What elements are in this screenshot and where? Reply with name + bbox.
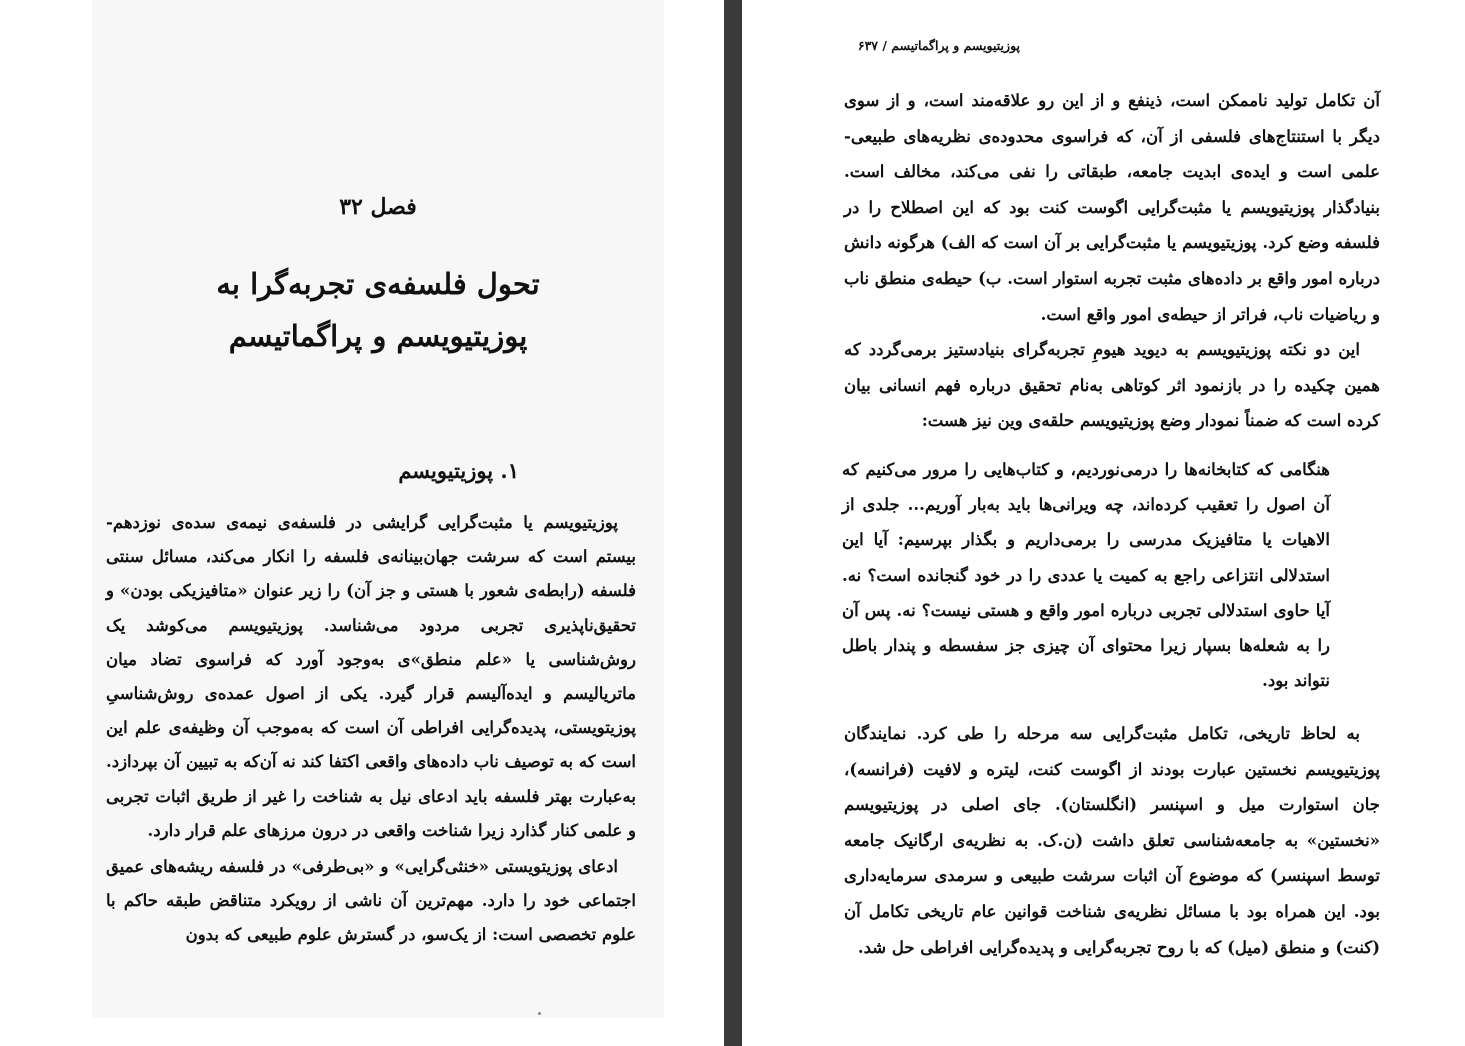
paragraph: به لحاظ تاریخی، تکامل مثبت‌گرایی سه مرحله را طی کرد. نمایندگان پوزیتیویسم نخستین عبارت بودند از اگوست کنت، لیتره و لافیت (فرانسه)، جان استوارت میل و اسپنسر (انگلستان). جای اصلی در پوزیتیویسم «نخستین» به جامعه‌شناسی تعلق داشت (ن.ک. به نظریه‌ی ارگانیک جامعه توسط اسپنسر) که موضوع آن اثبات سرشت طبیعی و سرمدی سرمایه‌داری بود. این همراه بود با مسائل نظریه‌ی شناخت قوانین عام تاریخی تکامل آن (کنت) و منطق (میل) که با روح تجربه‌گرایی و پدیده‌گرایی افراطی حل شد. bbox=[844, 724, 1380, 957]
paragraph bbox=[844, 332, 1380, 439]
paragraph: پوزیتیویسم یا مثبت‌گرایی گرایشی در فلسفه‌ی نیمه‌ی سده‌ی نوزدهم-بیستم است که سرشت جهان‌بینانه‌ی فلسفه را انکار می‌کند، مسائل سنتی فلسفه (رابطه‌ی شعور با هستی و جز آن) را زیر عنوان «متافیزیکی بودن» و تحقیق‌ناپذیری تجربی مردود می‌شناسد. پوزیتیویسم می‌کوشد یک روش‌شناسی یا «علم منطق»ی به‌وجود آورد که فراسوی تضاد میان ماتریالیسم و ایده‌آلیسم قرار گیرد. یکی از اصول عمده‌ی روش‌شناسیِ پوزیتویستی، پدیده‌گرایی افراطی آن است که به‌موجب آن وظیفه‌ی علم این است که به توصیف ناب داده‌های واقعی اکتفا کند نه آن‌که به تبیین آن بپردازد. به‌عبارت بهتر فلسفه باید ادعای نیل به شناخت را غیر از طریق اثبات تجربی و علمی کنار گذارد زیرا شناخت واقعی در درون مرزهای علم قرار دارد. bbox=[106, 513, 636, 840]
section-heading: ۱. پوزیتیویسم bbox=[398, 458, 519, 483]
paragraph-text: بیان کرده است که ضمناً نمودار وضع پوزیتیویسم حلقه‌ی وین نیز هست: bbox=[844, 375, 1380, 431]
running-head: پوزیتیویسم و پراگماتیسم / ۶۳۷ bbox=[857, 38, 1020, 53]
right-page-body bbox=[844, 83, 1380, 439]
book-title: تحقیق درباره فهم انسانی bbox=[878, 375, 1062, 395]
chapter-title-line-2: پوزیتیویسم و پراگماتیسم bbox=[228, 319, 528, 353]
chapter-title bbox=[92, 258, 664, 362]
right-page bbox=[790, 0, 1390, 1046]
print-speck bbox=[538, 1012, 541, 1015]
left-page-body bbox=[106, 506, 636, 953]
right-page-body-continued bbox=[844, 716, 1380, 965]
block-quote bbox=[842, 452, 1330, 698]
paragraph-text: این دو نکته پوزیتیویسم به دیوید هیومِ تجربه‌گرای بنیادستیز برمی‌گردد که همین چکیده را در بازنمود اثر کوتاهی به‌نام bbox=[844, 340, 1380, 395]
paragraph: ادعای پوزیتویستی «خنثی‌گرایی» و «بی‌طرفی» در فلسفه ریشه‌های عمیق اجتماعی خود را دارد. مهم‌ترین آن ناشی از رویکرد متناقض طبقه حاکم با علوم تخصصی است: از یک‌سو، در گسترش علوم طبیعی که بدون bbox=[106, 857, 636, 945]
left-page bbox=[92, 0, 664, 1018]
chapter-title-line-1: تحول فلسفه‌ی تجربه‌گرا به bbox=[216, 267, 540, 301]
quote-text: هنگامی که کتابخانه‌ها را درمی‌نوردیم، و کتاب‌هایی را مرور می‌کنیم که آن اصول را تعقیب کرده‌اند، چه ویرانی‌ها باید به‌بار آوریم... جلدی از الاهیات یا متافیزیک مدرسی را برمی‌داریم و بگذار بپرسیم: آیا این استدلالی انتزاعی راجع به کمیت یا عددی را در خود گنجانده است؟ نه. آیا حاوی استدلالی تجربی درباره امور واقع و هستی نیست؟ نه. پس آن را به شعله‌ها بسپار زیرا محتوای آن چیزی جز سفسطه و پندار باطل نتواند بود. bbox=[842, 460, 1330, 691]
page-gutter bbox=[724, 0, 742, 1046]
chapter-label: فصل ۳۲ bbox=[339, 194, 417, 220]
paragraph: آن تکامل تولید ناممکن است، ذینفع و از این رو علاقه‌مند است، و از سوی دیگر با استنتاج‌های فلسفی از آن، که فراسوی محدوده‌ی نظریه‌های طبیعی-علمی است و ایده‌ی ابدیت جامعه، طبقاتی را نفی می‌کند، مخالف است. بنیادگذار پوزیتیویسم یا مثبت‌گرایی اگوست کنت بود که این اصطلاح را در فلسفه وضع کرد. پوزیتیویسم یا مثبت‌گرایی بر آن است که الف) هرگونه دانش درباره امور واقع بر داده‌های مثبت تجربه استوار است. ب) حیطه‌ی منطق ناب و ریاضیات ناب، فراتر از حیطه‌ی امور واقع است. bbox=[844, 91, 1380, 324]
